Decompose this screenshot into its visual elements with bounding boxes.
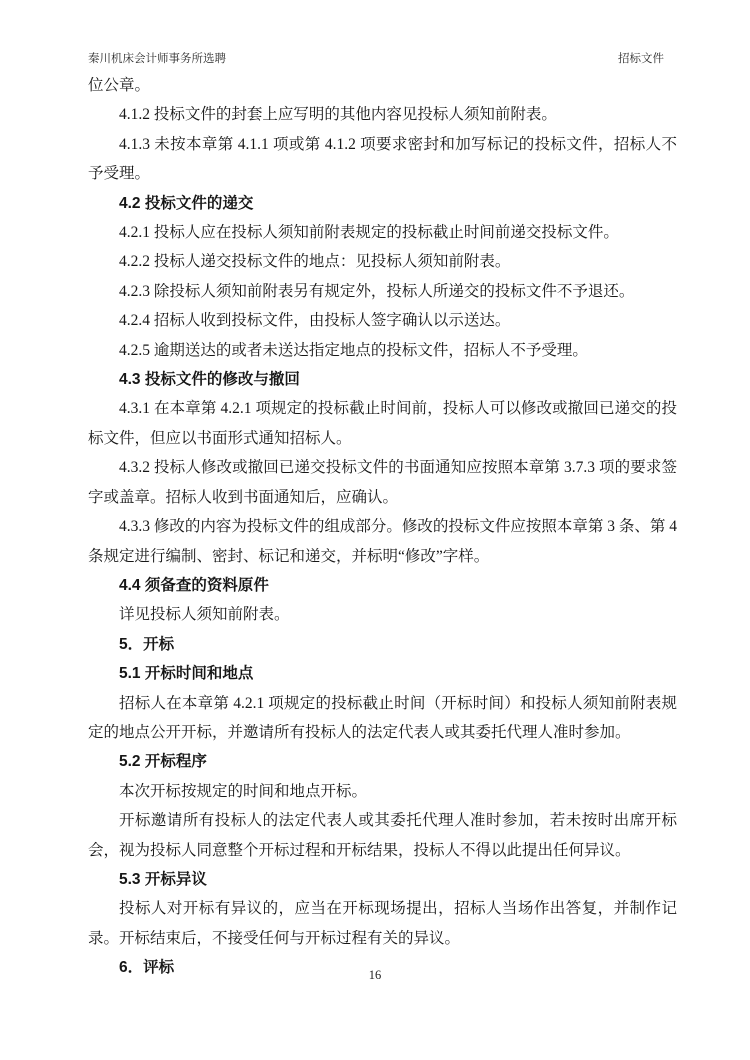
section-heading: 5.2 开标程序 [119, 753, 207, 771]
paragraph: 开标邀请所有投标人的法定代表人或其委托代理人准时参加，若未按时出席开标会，视为投标人同意整个开标过程和开标结果，投标人不得以此提出任何异议。 [88, 812, 677, 859]
paragraph: 4.2.4 招标人收到投标文件，由投标人签字确认以示送达。 [119, 312, 511, 330]
paragraph: 详见投标人须知前附表。 [119, 606, 290, 624]
paragraph: 4.3.2 投标人修改或撤回已递交投标文件的书面通知应按照本章第 3.7.3 项的要求签字或盖章。招标人收到书面通知后，应确认。 [88, 459, 677, 506]
header-right-title: 招标文件 [618, 53, 664, 65]
paragraph: 4.2.2 投标人递交投标文件的地点：见投标人须知前附表。 [119, 253, 511, 271]
paragraph: 4.2.1 投标人应在投标人须知前附表规定的投标截止时间前递交投标文件。 [119, 224, 619, 242]
section-heading: 4.3 投标文件的修改与撤回 [119, 371, 300, 389]
header-left-title: 秦川机床会计师事务所选聘 [88, 53, 226, 65]
section-heading: 6．评标 [119, 959, 175, 977]
document-body [88, 71, 677, 983]
paragraph: 位公章。 [88, 77, 151, 94]
section-heading: 4.2 投标文件的递交 [119, 194, 254, 212]
paragraph: 4.1.2 投标文件的封套上应写明的其他内容见投标人须知前附表。 [119, 106, 557, 124]
paragraph: 招标人在本章第 4.2.1 项规定的投标截止时间（开标时间）和投标人须知前附表规定的地点公开开标，并邀请所有投标人的法定代表人或其委托代理人准时参加。 [88, 694, 677, 741]
paragraph: 4.1.3 未按本章第 4.1.1 项或第 4.1.2 项要求密封和加写标记的投标文件，招标人不予受理。 [88, 135, 677, 183]
section-heading: 4.4 须备查的资料原件 [119, 576, 269, 594]
page-number: 16 [368, 968, 382, 982]
paragraph: 4.2.5 逾期送达的或者未送达指定地点的投标文件，招标人不予受理。 [119, 341, 588, 359]
section-heading: 5．开标 [119, 635, 175, 653]
paragraph: 4.2.3 除投标人须知前附表另有规定外，投标人所递交的投标文件不予退还。 [119, 282, 635, 300]
paragraph: 4.3.1 在本章第 4.2.1 项规定的投标截止时间前，投标人可以修改或撤回已递交的投标文件，但应以书面形式通知招标人。 [88, 400, 677, 447]
paragraph: 本次开标按规定的时间和地点开标。 [119, 782, 368, 800]
page-header [88, 51, 664, 67]
page-footer [0, 968, 750, 983]
section-heading: 5.3 开标异议 [119, 870, 207, 888]
section-heading: 5.1 开标时间和地点 [119, 665, 254, 683]
paragraph: 4.3.3 修改的内容为投标文件的组成部分。修改的投标文件应按照本章第 3 条、第 4 条规定进行编制、密封、标记和递交，并标明“修改”字样。 [88, 518, 678, 565]
paragraph: 投标人对开标有异议的，应当在开标现场提出，招标人当场作出答复，并制作记录。开标结束后，不接受任何与开标过程有关的异议。 [88, 900, 677, 947]
